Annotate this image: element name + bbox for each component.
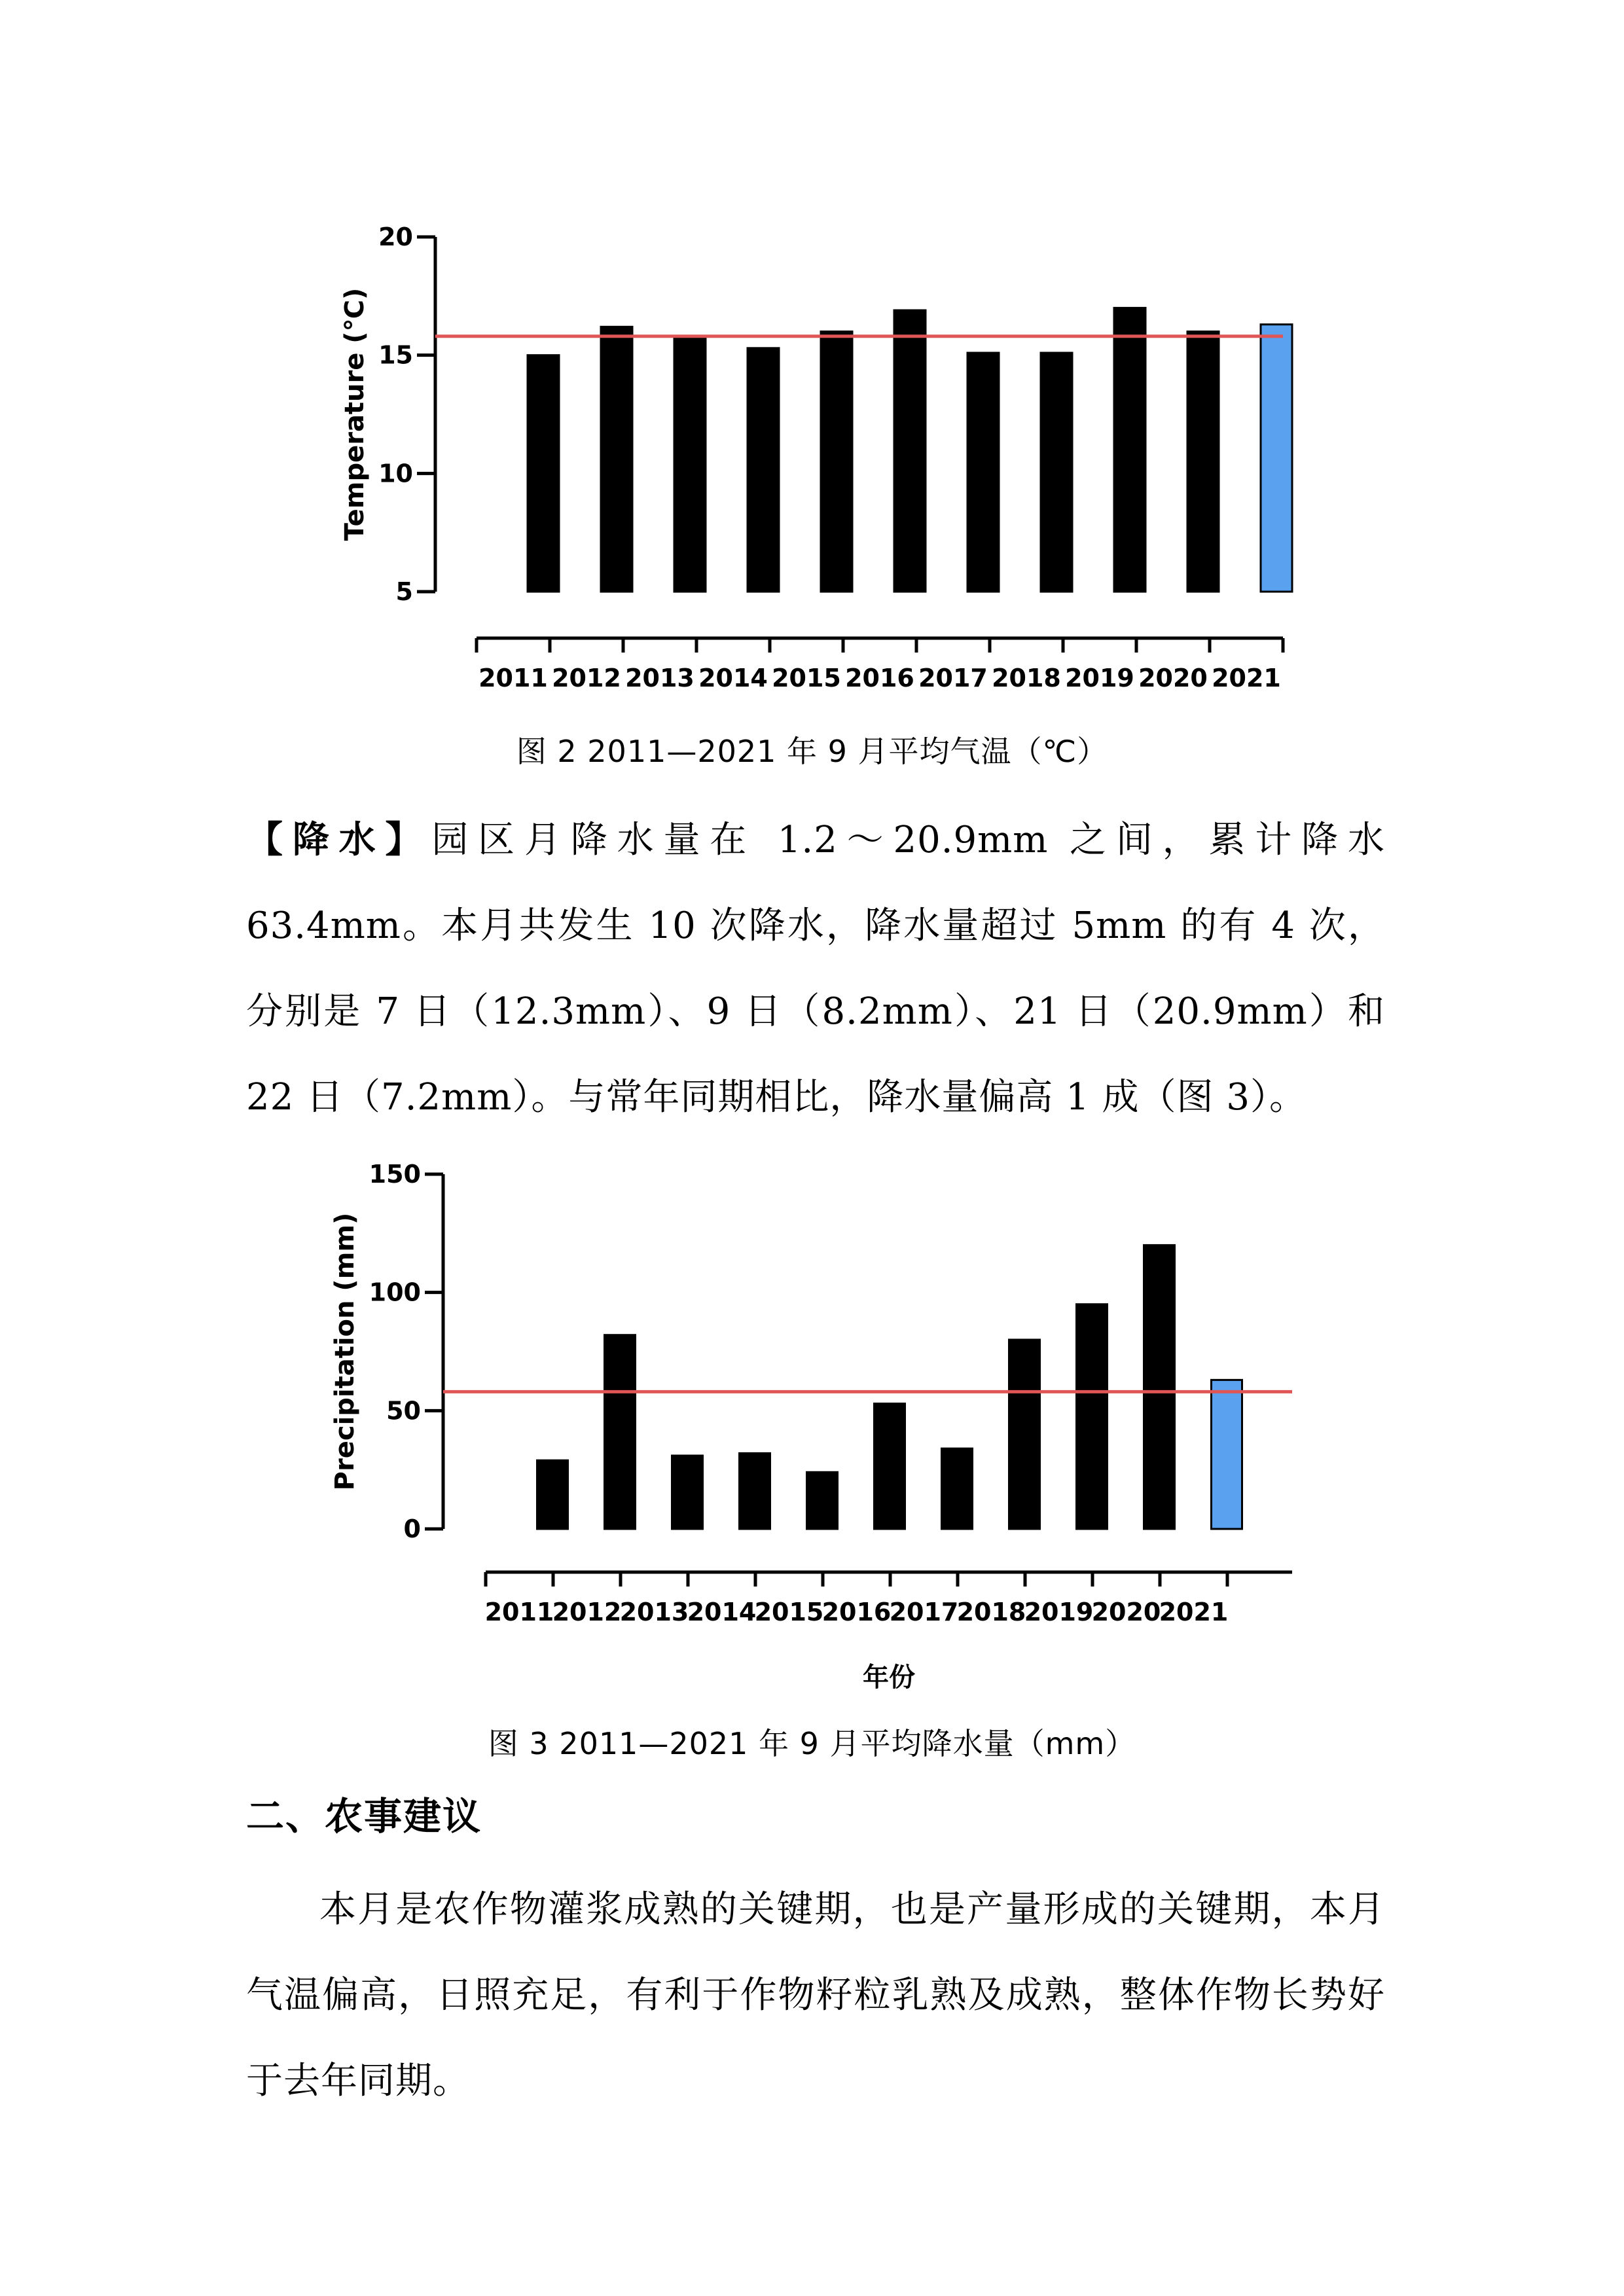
x-tick-label: 2020 [1091,1598,1161,1626]
section-heading: 二、农事建议 [246,1794,482,1839]
bar [875,1403,905,1529]
bar-highlight [1212,1380,1242,1529]
bar [672,1456,703,1529]
bar [807,1472,838,1529]
y-axis-label: Temperature (℃) [340,287,370,541]
x-tick-label: 2014 [687,1598,757,1626]
y-tick-label: 100 [369,1278,421,1307]
figure-2-caption: 图 2 2011—2021 年 9 月平均气温（℃） [516,734,1108,769]
x-tick-label: 2017 [889,1598,959,1626]
precipitation-label: 【降水】 [246,818,432,861]
x-tick-label: 2021 [1159,1598,1229,1626]
bar [1077,1304,1108,1529]
x-tick-label: 2021 [1212,664,1281,692]
bar [942,1448,973,1529]
x-tick-label: 2013 [625,664,695,692]
x-tick-label: 2012 [552,1598,622,1626]
y-tick-label: 5 [395,577,413,606]
x-tick-label: 2013 [619,1598,689,1626]
x-tick-label: 2020 [1138,664,1208,692]
bar [1009,1340,1040,1529]
bar [537,1460,568,1529]
x-tick-label: 2011 [478,664,548,692]
x-tick-label: 2011 [484,1598,554,1626]
y-tick-label: 0 [403,1515,421,1543]
x-tick-label: 2016 [845,664,914,692]
y-tick-label: 10 [378,459,413,488]
bar [740,1453,770,1529]
x-tick-label: 2018 [956,1598,1026,1626]
x-tick-label: 2014 [698,664,768,692]
x-axis-label: 年份 [863,1662,915,1693]
figure-3-caption: 图 3 2011—2021 年 9 月平均降水量（mm） [488,1726,1136,1761]
x-tick-label: 2019 [1024,1598,1094,1626]
precipitation-text: 园区月降水量在 1.2～20.9mm 之间，累计降水 63.4mm。本月共发生 10 次降水，降水量超过 5mm 的有 4 次，分别是 7 日（12.3mm）、9 日（8.2mm）、21 日（20.9mm）和 22 日（7.2mm）。与常年同期相比，降水量偏高 1 成（图 3）。 [246,819,1385,1119]
bar [1144,1245,1175,1529]
y-tick-label: 15 [378,340,413,370]
x-tick-label: 2012 [552,664,621,692]
x-tick-label: 2019 [1065,664,1134,692]
y-axis-label: Precipitation (mm) [330,1212,360,1491]
farming-advice-paragraph: 本月是农作物灌浆成熟的关键期，也是产量形成的关键期，本月气温偏高，日照充足，有利于作物籽粒乳熟及成熟，整体作物长势好于去年同期。 [246,1888,1385,2102]
y-tick-label: 20 [378,223,413,251]
y-tick-label: 50 [386,1396,421,1426]
x-tick-label: 2015 [772,664,841,692]
y-tick-label: 150 [369,1160,421,1189]
x-tick-label: 2015 [754,1598,824,1626]
x-tick-label: 2016 [821,1598,892,1626]
bar [605,1335,636,1529]
x-tick-label: 2018 [992,664,1061,692]
x-tick-label: 2017 [918,664,988,692]
